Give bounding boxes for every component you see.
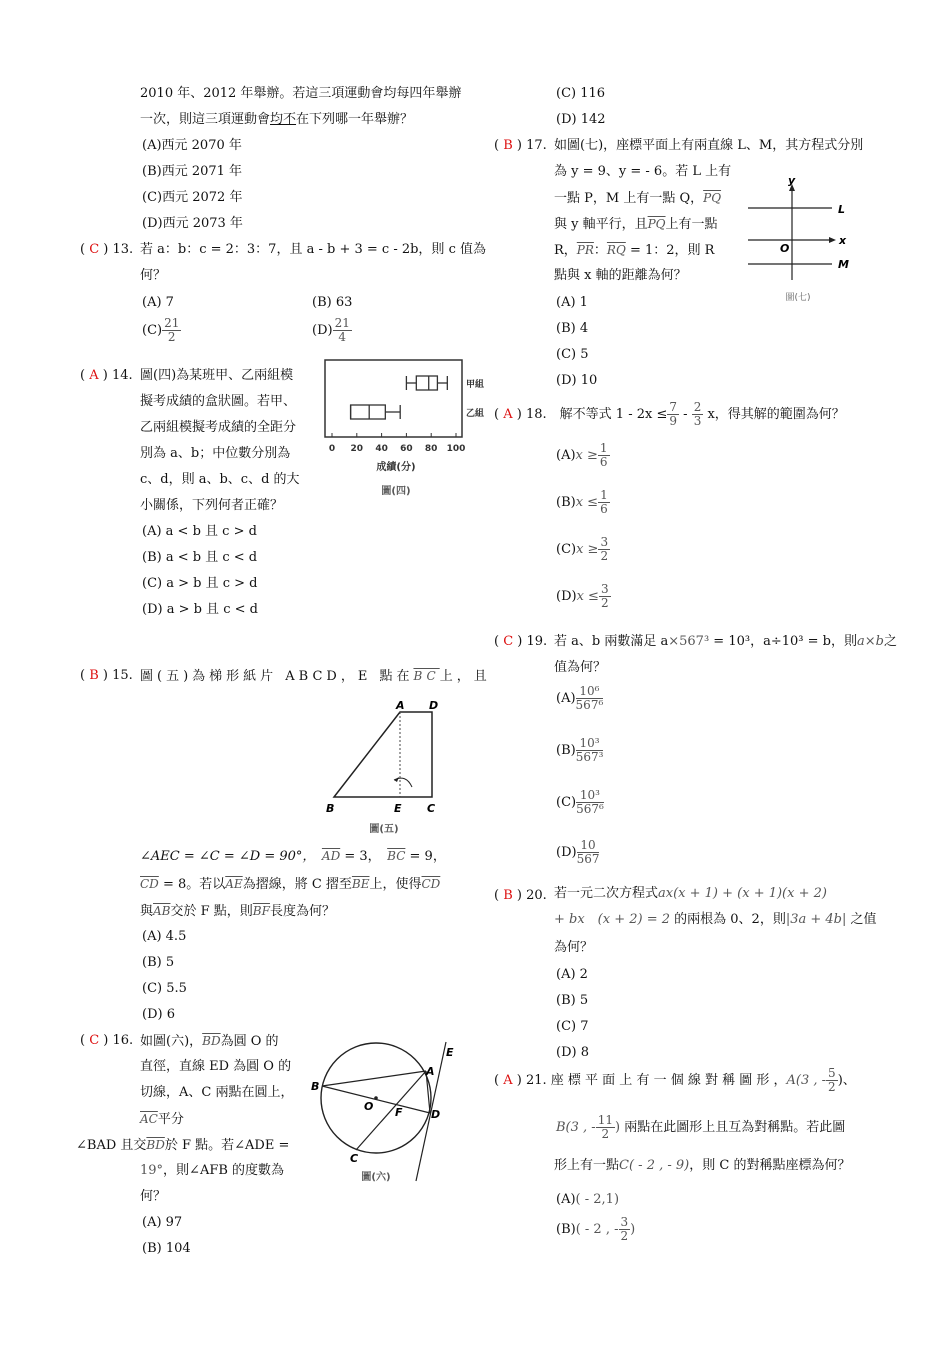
q16-option-b: (B) 104 — [142, 1241, 191, 1256]
boxplot-tick-label: 100 — [446, 444, 466, 454]
label-x: x — [839, 234, 847, 247]
boxplot-yi-box — [351, 405, 386, 419]
label-a: A — [426, 1065, 435, 1078]
q13-stem: 若 a：b：c = 2：3：7，且 a - b + 3 = c - 2b，則 c 值為 — [140, 242, 486, 257]
q16-line1: 如圖(六)，$\overline{BD}$為圓 O 的 — [140, 1034, 279, 1049]
seg-ab: $\overline{AB}$ — [153, 904, 171, 918]
q12-stem-line1: 2010 年、2012 年舉辦。若這三項運動會均每四年舉辦 — [140, 86, 462, 101]
q14-option-c: (C) a > b 且 c > d — [142, 576, 258, 591]
seg-bc: $\overline{BC}$ — [413, 669, 440, 683]
q17-line6: 點與 x 軸的距離為何？ — [554, 268, 687, 283]
q17-answer: ( B ) 17. — [494, 138, 547, 153]
q18-option-b: (B)x ≤ $\frac{1}{6}$ — [556, 488, 608, 516]
seg-bd-2: $\overline{BD}$ — [146, 1138, 165, 1152]
q14-answer: ( A ) 14. — [80, 368, 133, 383]
q21-line2: B(3 , - $\frac{11}{2}$ ) 兩點在此圖形上且互為對稱點。若此圖 — [556, 1113, 846, 1141]
q14-option-a: (A) a < b 且 c > d — [142, 524, 257, 539]
q16-line3: 切線，A、C 兩點在圓上， — [140, 1085, 294, 1100]
label-b: B — [326, 802, 335, 815]
figure-6-circle — [308, 1036, 468, 1188]
q15-option-d: (D) 6 — [142, 1007, 175, 1022]
q19-line1: 若 a、b 兩數滿足 a×567³ = 10³，a÷10³ = b，則a×b之 — [554, 634, 897, 649]
q16-line5: ∠BAD 且交$\overline{BD}$於 F 點。若∠ADE = — [76, 1138, 290, 1153]
figure-4-boxplot — [318, 358, 498, 500]
q17-line2: 為 y = 9、y = - 6。若 L 上有 — [554, 164, 732, 179]
seg-pr: $\overline{PR}$ — [576, 243, 594, 257]
q12-stem-pre: 一次，則這三項運動會 — [140, 112, 271, 127]
q12-option-a: (A)西元 2070 年 — [142, 138, 242, 153]
label-a: A — [396, 700, 405, 712]
boxplot-tick-label: 40 — [375, 444, 388, 454]
q13-option-c: (C) $\frac{21}{2}$ — [142, 316, 180, 344]
seg-ac: $\overline{AC}$ — [140, 1112, 158, 1126]
label-o: O — [364, 1100, 374, 1113]
q21-line1: ( A ) 21. 座 標 平 面 上 有 一 個 線 對 稱 圖 形 ，A(3 , - $\frac{5}{2}$ )、 — [494, 1066, 856, 1094]
q14-line5: c、d，則 a、b、c、d 的大 — [140, 472, 300, 487]
chord-ba — [322, 1071, 426, 1086]
q20-line1: 若一元二次方程式ax(x + 1) + (x + 1)(x + 2) — [554, 886, 827, 901]
label-b: B — [311, 1080, 320, 1093]
seg-be: $\overline{BE}$ — [351, 877, 370, 891]
q17-option-b: (B) 4 — [556, 321, 589, 336]
q15-cond-line2: $\overline{CD} = 8$。若以$\overline{AE}$為摺線，將 C 摺至$\overline{BE}$上，使得$\overline{CD}$ — [140, 877, 441, 892]
q13-option-b: (B) 63 — [312, 295, 353, 310]
q15-cond-line1: ∠AEC = ∠C = ∠D = 90°， $\overline{AD} = 3$， $\overline{BC} = 9$， — [140, 849, 446, 864]
seg-bf: $\overline{BF}$ — [252, 904, 270, 918]
seg-cd: $\overline{CD}$ — [140, 877, 159, 891]
q17-line1: 如圖(七)，座標平面上有兩直線 L、M，其方程式分別 — [554, 138, 864, 153]
q15-option-c: (C) 5.5 — [142, 981, 187, 996]
q13-option-d: (D) $\frac{21}{4}$ — [312, 316, 350, 344]
figure-7-coordinate-plane — [740, 172, 860, 308]
boxplot-label-yi: 乙組 — [466, 409, 485, 419]
q16-option-c: (C) 116 — [556, 86, 606, 101]
q14-line3: 乙兩組模擬考成績的全距分 — [140, 420, 297, 435]
q17-option-d: (D) 10 — [556, 373, 598, 388]
q16-option-a: (A) 97 — [142, 1215, 183, 1230]
q19-option-a: (A) $\frac{\text{10⁶}}{\text{567⁶}}$ — [556, 684, 604, 712]
boxplot-label-jia: 甲組 — [466, 380, 485, 390]
q21-option-b: (B)( - 2 , - $\frac{3}{2}$ ) — [556, 1215, 636, 1243]
label-c: C — [427, 802, 436, 815]
label-d: D — [429, 700, 439, 712]
trapezoid-abcd — [334, 712, 432, 797]
center-o-dot — [374, 1096, 378, 1100]
q12-stem-line2 — [140, 112, 413, 128]
q14-line4: 別為 a、b；中位數分別為 — [140, 446, 291, 461]
seg-rq: $\overline{RQ}$ — [606, 243, 626, 257]
q20-option-c: (C) 7 — [556, 1019, 589, 1034]
label-e: E — [394, 802, 402, 815]
q20-line3: 為何？ — [554, 940, 594, 955]
q17-option-a: (A) 1 — [556, 295, 588, 310]
q15-option-a: (A) 4.5 — [142, 929, 187, 944]
q12-stem-post: 在下列哪一年舉辦？ — [296, 112, 414, 127]
label-o: O — [780, 242, 790, 255]
q14-line2: 擬考成績的盒狀圖。若甲、 — [140, 394, 297, 409]
q13-option-a: (A) 7 — [142, 295, 174, 310]
seg-pq-2: $\overline{PQ}$ — [647, 217, 666, 231]
figure-6-caption: 圖(六) — [361, 1172, 391, 1183]
boxplot-tick-label: 60 — [400, 444, 413, 454]
seg-pq: $\overline{PQ}$ — [703, 191, 722, 205]
label-l: L — [838, 203, 846, 216]
seg-ad: $\overline{AD}$ — [321, 849, 341, 863]
q12-stem-underlined: 均不 — [270, 112, 297, 127]
boxplot-jia-box — [416, 376, 437, 390]
q12-option-c: (C)西元 2072 年 — [142, 190, 243, 205]
boxplot-tick-label: 80 — [424, 444, 438, 454]
seg-bc-2: $\overline{BC}$ — [387, 849, 406, 863]
q18-stem: ( A ) 18. 解不等式 1 - 2x ≤ $\frac{7}{9}$ - $\frac{2}{3}$ x，得其解的範圍為何？ — [494, 400, 845, 428]
q19-answer: ( C ) 19. — [494, 634, 548, 649]
label-e: E — [446, 1046, 454, 1059]
figure-5-trapezoid — [322, 700, 452, 840]
q16-answer: ( C ) 16. — [80, 1033, 134, 1048]
figure-4-caption: 圖(四) — [381, 486, 411, 497]
label-d: D — [431, 1108, 441, 1121]
boxplot-xlabel: 成績(分) — [376, 462, 416, 473]
q12-option-d: (D)西元 2073 年 — [142, 216, 243, 231]
q14-option-b: (B) a < b 且 c < d — [142, 550, 258, 565]
q19-line2: 值為何？ — [554, 660, 607, 675]
x-axis-arrow — [829, 237, 836, 243]
label-c: C — [350, 1152, 359, 1165]
q14-option-d: (D) a > b 且 c < d — [142, 602, 258, 617]
seg-ae: $\overline{AE}$ — [225, 877, 243, 891]
q18-option-d: (D)x ≤ $\frac{3}{2}$ — [556, 582, 609, 610]
q14-line1: 圖(四)為某班甲、乙兩組模 — [140, 368, 294, 383]
label-y: y — [788, 174, 796, 187]
q17-line3: 一點 P，M 上有一點 Q，$\overline{PQ}$ — [554, 191, 722, 206]
q15-stem: 圖(五)為梯形紙片 ABCD，E 點在$\overline{BC}$上，且 — [140, 669, 491, 684]
q13-stem2: 何？ — [140, 268, 167, 283]
q17-line5: R，$\overline{PR}$：$\overline{RQ} = 1$：2，則 R — [554, 243, 715, 258]
q20-line2: + bx (x + 2) = 2 的兩根為 0、2，則|3a + 4b| 之值 — [554, 912, 877, 927]
boxplot-frame — [325, 360, 462, 437]
q19-option-c: (C) $\frac{\text{10³}}{\text{567⁶}}$ — [556, 788, 604, 816]
q16-option-d: (D) 142 — [556, 112, 606, 127]
q16-line4: $\overline{AC}$平分 — [140, 1112, 184, 1127]
q18-option-c: (C)x ≥ $\frac{3}{2}$ — [556, 535, 609, 563]
q12-option-b: (B)西元 2071 年 — [142, 164, 243, 179]
q16-line6: 19°，則∠AFB 的度數為 — [140, 1163, 285, 1178]
q19-option-d: (D) $\frac{10}{567}$ — [556, 838, 600, 866]
q18-option-a: (A)x ≥ $\frac{1}{6}$ — [556, 441, 608, 469]
boxplot-tick-label: 20 — [350, 444, 364, 454]
q20-option-b: (B) 5 — [556, 993, 589, 1008]
q21-line3: 形上有一點C( - 2 , - 9)，則 C 的對稱點座標為何？ — [554, 1158, 851, 1173]
q15-answer: ( B ) 15. — [80, 668, 133, 683]
boxplot-tick-label: 0 — [328, 444, 336, 454]
q14-line6: 小關係，下列何者正確？ — [140, 498, 284, 513]
label-f: F — [395, 1106, 403, 1119]
q16-line7: 何？ — [140, 1189, 167, 1204]
figure-7-caption: 圖(七) — [785, 293, 811, 303]
q17-option-c: (C) 5 — [556, 347, 589, 362]
q19-option-b: (B) $\frac{\text{10³}}{\text{567³}}$ — [556, 736, 604, 764]
seg-bd: $\overline{BD}$ — [202, 1034, 221, 1048]
q20-option-a: (A) 2 — [556, 967, 588, 982]
q16-line2: 直徑，直線 ED 為圓 O 的 — [140, 1059, 292, 1074]
figure-5-caption: 圖(五) — [369, 824, 399, 835]
q20-answer: ( B ) 20. — [494, 888, 547, 903]
q17-line4: 與 y 軸平行，且$\overline{PQ}$上有一點 — [554, 217, 718, 232]
q15-option-b: (B) 5 — [142, 955, 175, 970]
seg-cd-2: $\overline{CD}$ — [421, 877, 441, 891]
q15-cond-line3: 與$\overline{AB}$交於 F 點，則$\overline{BF}$長度為何？ — [140, 904, 335, 919]
q21-option-a: (A)( - 2,1) — [556, 1192, 620, 1207]
label-m: M — [838, 258, 849, 271]
q20-option-d: (D) 8 — [556, 1045, 589, 1060]
q13-answer: ( C ) 13. — [80, 242, 134, 257]
